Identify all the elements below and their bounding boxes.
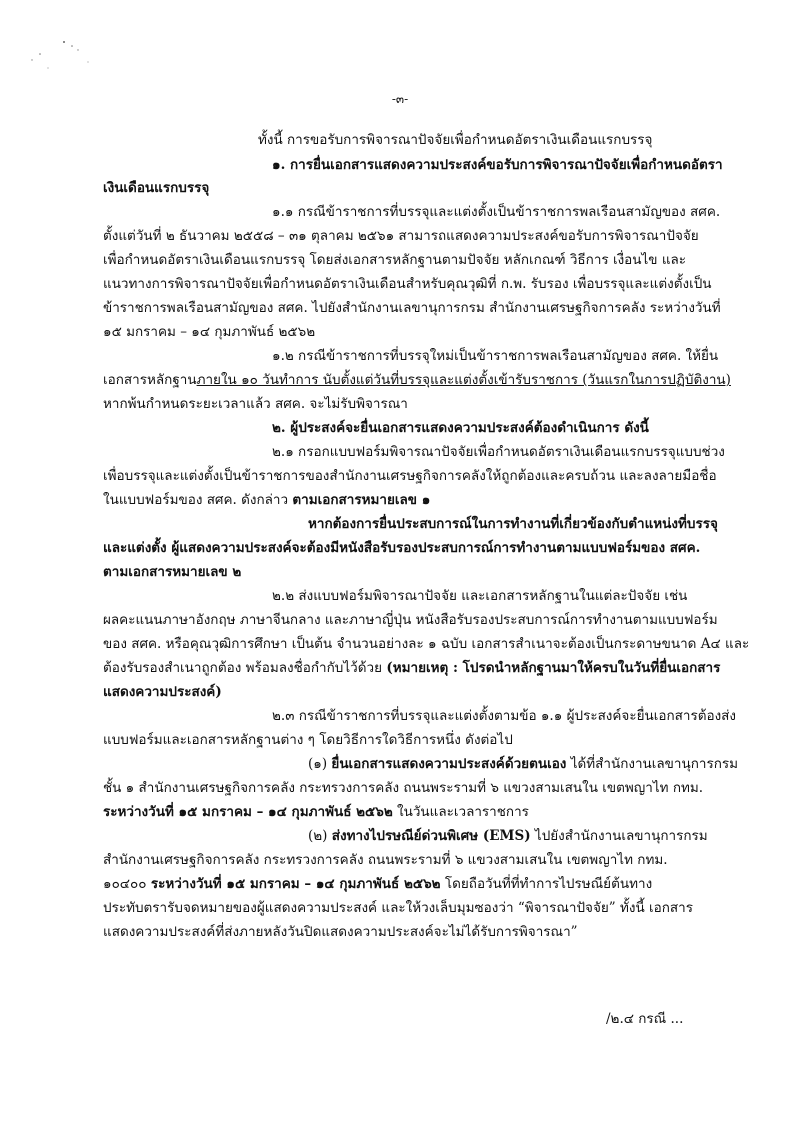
para-1-1-line: ๑.๑ กรณีข้าราชการที่บรรจุและแต่งตั้งเป็นข้าราชการพลเรือนสามัญของ สศค. [272,204,721,220]
method-2-number: (๒) [308,828,328,844]
method-1-line [308,755,738,773]
scan-specks [28,38,108,88]
section-2-heading: ๒. ผู้ประสงค์จะยื่นเอกสารแสดงความประสงค์ต้องดำเนินการ ดังนี้ [272,420,649,436]
para-1-1-line: แนวทางการพิจารณาปัจจัยเพื่อกำหนดอัตราเงินเดือนสำหรับคุณวุฒิที่ ก.พ. รับรอง เพื่อบรรจุและแต่งตั้งเป็น [103,276,712,292]
para-2-1-text: ในแบบฟอร์มของ สศค. ดังกล่าว [103,492,289,508]
method-2-text: ไปยังสำนักงานเลขานุการกรม [534,828,708,844]
method-2-line: ประทับตรารับจดหมายของผู้แสดงความประสงค์ และให้วงเล็บมุมซองว่า “พิจารณาปัจจัย” ทั้งนี้ เอกสาร [103,900,693,916]
method-2-text: โดยถือวันที่ที่ทำการไปรษณีย์ต้นทาง [444,876,653,892]
para-1-1-line: ข้าราชการพลเรือนสามัญของ สศค. ไปยังสำนักงานเลขานุการกรม สำนักงานเศรษฐกิจการคลัง ระหว่างวันที่ [103,300,721,316]
para-1-2-text: เอกสารหลักฐาน [103,372,197,388]
method-2-line [308,827,708,845]
postal-code: ๑๐๔๐๐ [103,876,147,892]
para-1-1-line: ตั้งแต่วันที่ ๒ ธันวาคม ๒๕๕๘ – ๓๑ ตุลาคม ๒๕๖๑ สามารถแสดงความประสงค์ขอรับการพิจารณาปัจจัย [103,228,699,244]
method-1-hours: ในวันและเวลาราชการ [397,804,529,820]
para-2-2-line: ๒.๒ ส่งแบบฟอร์มพิจารณาปัจจัย และเอกสารหลักฐานในแต่ละปัจจัย เช่น [272,588,688,604]
note-text: (หมายเหตุ : โปรดนำหลักฐานมาให้ครบในวันที่ยื่นเอกสาร [386,660,721,676]
method-2-dates: ระหว่างวันที่ ๑๕ มกราคม – ๑๔ กุมภาพันธ์ ๒๕๖๒ [150,876,441,892]
continuation-marker: /๒.๔ กรณี ... [606,1011,684,1027]
method-2-title: ส่งทางไปรษณีย์ด่วนพิเศษ (EMS) [331,828,531,844]
method-2-line: แสดงความประสงค์ที่ส่งภายหลังวันปิดแสดงความประสงค์จะไม่ได้รับการพิจารณา” [103,924,578,940]
para-1-2-line: ๑.๒ กรณีข้าราชการที่บรรจุใหม่เป็นข้าราชการพลเรือนสามัญของ สศค. ให้ยื่น [272,348,719,364]
para-1-1-line: เพื่อกำหนดอัตราเงินเดือนแรกบรรจุ โดยส่งเอกสารหลักฐานตามปัจจัย หลักเกณฑ์ วิธีการ เงื่อนไข และ [103,252,687,268]
intro-line: ทั้งนี้ การขอรับการพิจารณาปัจจัยเพื่อกำหนดอัตราเงินเดือนแรกบรรจุ [258,132,653,148]
method-1-line [103,803,529,821]
para-1-2-line [103,371,731,389]
document-ref-2: ตามเอกสารหมายเลข ๒ [103,564,242,580]
para-2-1-line: ๒.๑ กรอกแบบฟอร์มพิจารณาปัจจัยเพื่อกำหนดอัตราเงินเดือนแรกบรรจุแบบช่วง [272,444,725,460]
note-text-cont: แสดงความประสงค์) [103,684,222,700]
para-2-1-line [103,491,430,509]
para-2-2-line: ของ สศค. หรือคุณวุฒิการศึกษา เป็นต้น จำนวนอย่างละ ๑ ฉบับ เอกสารสำเนาจะต้องเป็นกระดาษขนาด A๔ และ [103,636,750,652]
para-2-3-line: แบบฟอร์มและเอกสารหลักฐานต่าง ๆ โดยวิธีการใดวิธีการหนึ่ง ดังต่อไป [103,732,513,748]
para-2-2-text: ต้องรับรองสำเนาถูกต้อง พร้อมลงชื่อกำกับไว้ด้วย [103,660,383,676]
page-number: -๓- [391,92,409,106]
section-1-heading-cont: เงินเดือนแรกบรรจุ [103,180,210,196]
method-1-title: ยื่นเอกสารแสดงความประสงค์ด้วยตนเอง [331,756,567,772]
method-1-number: (๑) [308,756,328,772]
method-1-line: ชั้น ๑ สำนักงานเศรษฐกิจการคลัง กระทรวงการคลัง ถนนพระรามที่ ๖ แขวงสามเสนใน เขตพญาไท กทม. [103,780,704,796]
section-1-heading: ๑. การยื่นเอกสารแสดงความประสงค์ขอรับการพิจารณาปัจจัยเพื่อกำหนดอัตรา [272,157,723,173]
method-2-line: สำนักงานเศรษฐกิจการคลัง กระทรวงการคลัง ถนนพระรามที่ ๖ แขวงสามเสนใน เขตพญาไท กทม. [103,852,668,868]
method-1-text: ได้ที่สำนักงานเลขานุการกรม [570,756,739,772]
para-1-1-line: ๑๕ มกราคม – ๑๔ กุมภาพันธ์ ๒๕๖๒ [103,324,316,340]
document-ref-1: ตามเอกสารหมายเลข ๑ [292,492,431,508]
method-2-line [103,875,652,893]
para-2-1-line: เพื่อบรรจุและแต่งตั้งเป็นข้าราชการของสำนักงานเศรษฐกิจการคลังให้ถูกต้องและครบถ้วน และลงลายมือชื่อ [103,468,717,484]
para-2-1-line: หากต้องการยื่นประสบการณ์ในการทำงานที่เกี่ยวข้องกับตำแหน่งที่บรรจุ [308,516,718,532]
para-2-3-line: ๒.๓ กรณีข้าราชการที่บรรจุและแต่งตั้งตามข้อ ๑.๑ ผู้ประสงค์จะยื่นเอกสารต้องส่ง [272,708,736,724]
para-1-2-line: หากพ้นกำหนดระยะเวลาแล้ว สศค. จะไม่รับพิจารณา [103,396,408,412]
para-2-2-line [103,659,720,677]
para-2-2-line: ผลคะแนนภาษาอังกฤษ ภาษาจีนกลาง และภาษาญี่ปุ่น หนังสือรับรองประสบการณ์การทำงานตามแบบฟอร์ม [103,612,718,628]
para-1-2-deadline: ภายใน ๑๐ วันทำการ นับตั้งแต่วันที่บรรจุและแต่งตั้งเข้ารับราชการ (วันแรกในการปฏิบัติงาน) [196,372,731,388]
para-2-1-line: และแต่งตั้ง ผู้แสดงความประสงค์จะต้องมีหนังสือรับรองประสบการณ์การทำงานตามแบบฟอร์มของ สศค. [103,540,701,556]
method-1-dates: ระหว่างวันที่ ๑๕ มกราคม – ๑๔ กุมภาพันธ์ ๒๕๖๒ [103,804,393,820]
